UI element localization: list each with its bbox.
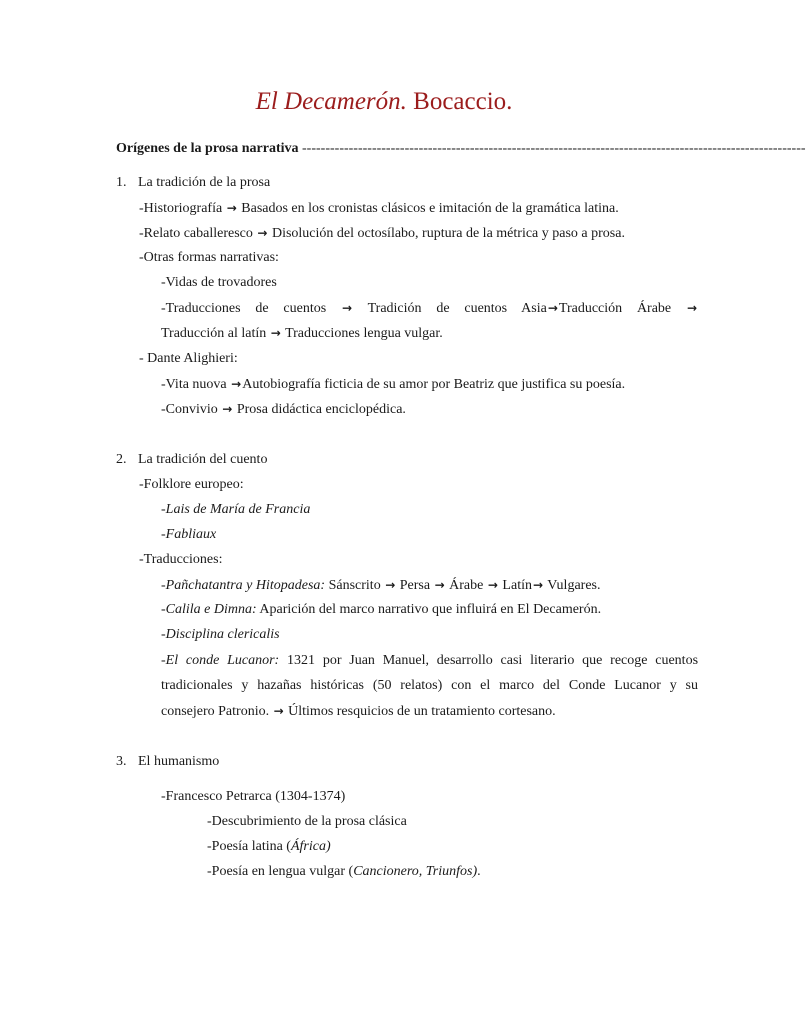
arrow-right-icon: →	[434, 578, 445, 592]
text-fragment: Prosa didáctica enciclopédica.	[236, 402, 406, 417]
section-heading	[116, 139, 806, 159]
text-line	[161, 298, 698, 319]
text-fragment-italic: Calila e Dimna:	[165, 602, 257, 617]
text-fragment: -Otras formas narrativas:	[139, 250, 279, 265]
text-line	[161, 575, 600, 596]
heading-dashes: ------------------------------------------------------------------------------------------------------------	[302, 141, 806, 156]
text-fragment: -Vita nuova	[161, 377, 227, 392]
text-fragment: Vulgares.	[547, 578, 601, 593]
text-line	[207, 862, 481, 882]
list-title: La tradición de la prosa	[138, 175, 271, 190]
text-fragment: -Traducciones:	[139, 552, 223, 567]
text-line	[139, 248, 279, 268]
arrow-right-icon: →	[222, 402, 233, 416]
text-fragment: -	[161, 502, 166, 517]
text-fragment: -Historiografía	[139, 201, 223, 216]
text-fragment: tradicionales y hazañas históricas (50 relatos) con el marco del Conde Lucanor y su	[161, 678, 698, 693]
text-fragment-italic: Pañchatantra y Hitopadesa:	[165, 578, 326, 593]
text-fragment: Latín	[502, 578, 532, 593]
text-line	[161, 787, 345, 807]
text-fragment: Traducción Árabe	[558, 301, 672, 316]
text-line	[161, 625, 280, 645]
text-fragment-italic: Lais de María de Francia	[165, 502, 311, 517]
text-line	[161, 374, 625, 395]
text-fragment: -Folklore europeo:	[139, 477, 244, 492]
text-fragment: Aparición del marco narrativo que influirá en El Decamerón.	[259, 602, 602, 617]
arrow-right-icon: →	[547, 301, 558, 315]
text-fragment: Basados en los cronistas clásicos e imitación de la gramática latina.	[241, 201, 619, 216]
text-fragment: Árabe	[449, 578, 484, 593]
arrow-right-icon: →	[270, 326, 281, 340]
list-item-1	[116, 173, 270, 193]
list-title: El humanismo	[138, 754, 220, 769]
text-fragment: -Poesía en lengua vulgar (	[207, 864, 354, 879]
text-line	[207, 812, 407, 832]
text-fragment: -	[161, 602, 166, 617]
text-line	[161, 600, 601, 620]
text-line	[139, 475, 244, 495]
title-italic: El Decamerón.	[255, 88, 407, 115]
text-fragment: -	[161, 527, 166, 542]
text-line	[161, 323, 443, 344]
text-fragment: 1321 por Juan Manuel, desarrollo casi literario que recoge cuentos	[287, 653, 699, 668]
list-number: 3.	[116, 754, 127, 769]
text-fragment: consejero Patronio.	[161, 704, 270, 719]
text-fragment: -Traducciones de cuentos	[161, 301, 327, 316]
arrow-right-icon: →	[385, 578, 396, 592]
text-line	[139, 223, 625, 244]
text-fragment-italic: Disciplina clericalis	[165, 627, 280, 642]
text-fragment: Autobiografía ficticia de su amor por Beatriz que justifica su poesía.	[242, 377, 626, 392]
text-line	[161, 273, 277, 293]
text-fragment: -Vidas de trovadores	[161, 275, 277, 290]
text-fragment: Últimos resquicios de un tratamiento cortesano.	[288, 704, 556, 719]
text-line	[161, 525, 216, 545]
text-line	[139, 550, 222, 570]
text-fragment: -Relato caballeresco	[139, 226, 253, 241]
text-fragment: -Descubrimiento de la prosa clásica	[207, 814, 407, 829]
list-item-2	[116, 450, 267, 470]
text-line	[161, 701, 556, 722]
text-fragment: Persa	[399, 578, 431, 593]
text-line	[207, 837, 331, 857]
text-line	[161, 651, 698, 671]
arrow-right-icon: →	[532, 578, 544, 592]
text-line	[161, 676, 698, 696]
text-line	[161, 399, 406, 420]
text-fragment-italic: Cancionero, Triunfos)	[353, 864, 478, 879]
list-number: 1.	[116, 175, 127, 190]
text-fragment: -	[161, 627, 166, 642]
text-fragment: Tradición de cuentos Asia	[367, 301, 547, 316]
text-fragment: Sánscrito	[328, 578, 381, 593]
text-line	[161, 500, 310, 520]
text-fragment-italic: África)	[290, 839, 331, 854]
text-fragment: - Dante Alighieri:	[139, 351, 238, 366]
text-fragment: -	[161, 653, 166, 668]
text-fragment: Disolución del octosílabo, ruptura de la métrica y paso a prosa.	[271, 226, 625, 241]
arrow-right-icon: →	[257, 226, 268, 240]
text-fragment: -Francesco Petrarca (1304-1374)	[161, 789, 346, 804]
title-author: Bocaccio.	[413, 88, 513, 115]
arrow-right-icon: →	[686, 301, 698, 315]
text-line	[139, 349, 238, 369]
text-fragment-italic: El conde Lucanor:	[165, 653, 280, 668]
text-fragment: -	[161, 578, 166, 593]
text-fragment: -Convivio	[161, 402, 218, 417]
arrow-right-icon: →	[273, 704, 284, 718]
text-fragment: -Poesía latina (	[207, 839, 291, 854]
text-line	[139, 198, 619, 219]
text-fragment-italic: Fabliaux	[165, 527, 217, 542]
arrow-right-icon: →	[226, 201, 237, 215]
list-title: La tradición del cuento	[138, 452, 268, 467]
text-fragment: .	[477, 864, 481, 879]
arrow-right-icon: →	[487, 578, 498, 592]
arrow-right-icon: →	[231, 377, 242, 391]
arrow-right-icon: →	[341, 301, 353, 315]
heading-text: Orígenes de la prosa narrativa	[116, 141, 299, 156]
document-title	[0, 86, 768, 118]
list-item-3	[116, 752, 219, 772]
text-fragment: Traducciones lengua vulgar.	[285, 326, 443, 341]
list-number: 2.	[116, 452, 127, 467]
text-fragment: Traducción al latín	[161, 326, 267, 341]
